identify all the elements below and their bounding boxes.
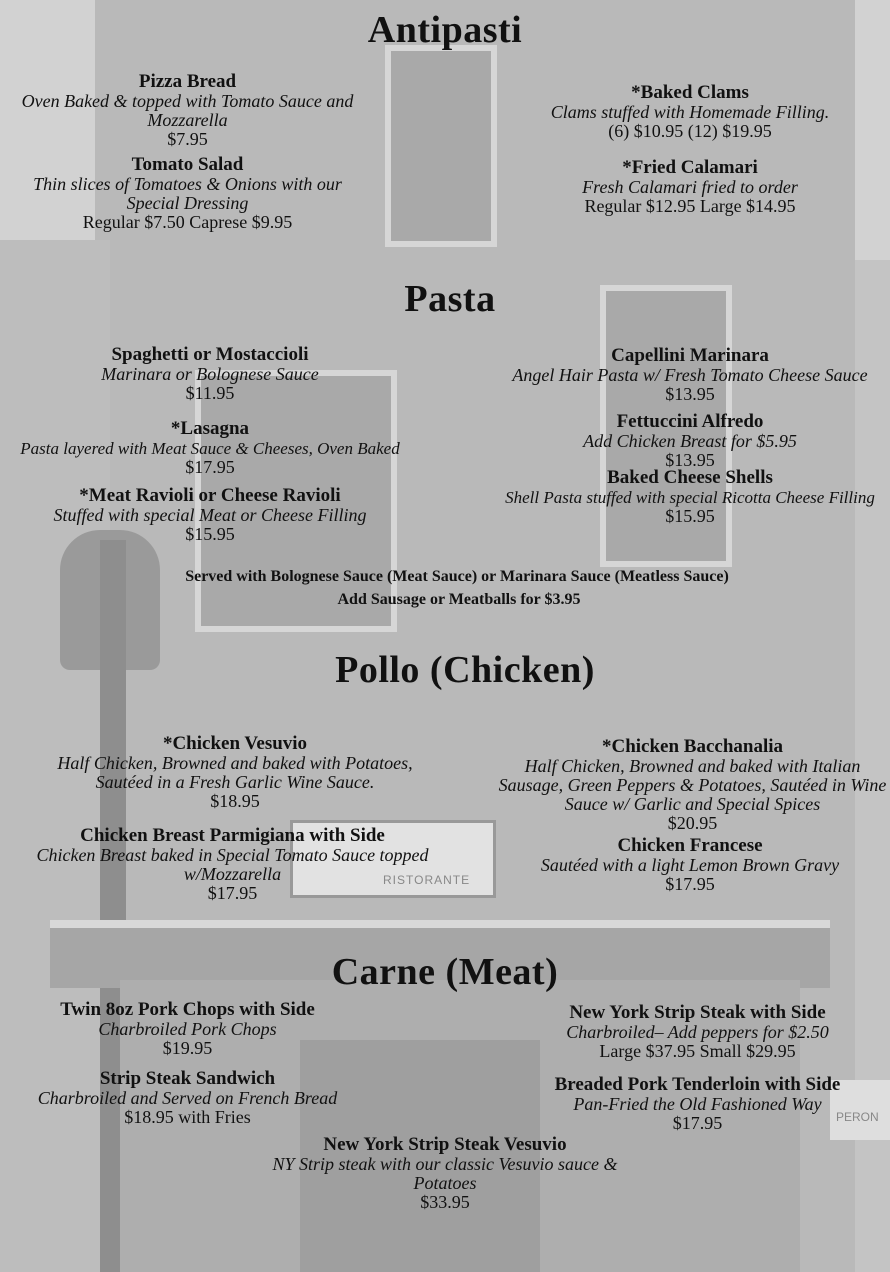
menu-item-fried-calamari: *Fried Calamari Fresh Calamari fried to order Regular $12.95 Large $14.95 [582, 157, 798, 216]
section-title-antipasti: Antipasti [367, 9, 523, 51]
section-title-pollo: Pollo (Chicken) [335, 649, 595, 691]
pasta-addon-note: Add Sausage or Meatballs for $3.95 [337, 591, 581, 608]
menu-item-chicken-francese: Chicken Francese Sautéed with a light Lemon Brown Gravy $17.95 [540, 835, 840, 894]
menu-item-fettuccini-alfredo: Fettuccini Alfredo Add Chicken Breast for $5.95 $13.95 [583, 411, 797, 470]
menu-item-baked-cheese-shells: Baked Cheese Shells Shell Pasta stuffed with special Ricotta Cheese Filling $15.95 [505, 467, 875, 526]
menu-item-spaghetti: Spaghetti or Mostaccioli Marinara or Bolognese Sauce $11.95 [101, 344, 319, 403]
section-title-pasta: Pasta [404, 278, 496, 320]
menu-item-capellini-marinara: Capellini Marinara Angel Hair Pasta w/ Fresh Tomato Cheese Sauce $13.95 [512, 345, 868, 404]
menu-item-ravioli: *Meat Ravioli or Cheese Ravioli Stuffed with special Meat or Cheese Filling $15.95 [53, 485, 367, 544]
menu-item-ny-strip-vesuvio: New York Strip Steak Vesuvio NY Strip steak with our classic Vesuvio sauce & Potatoes $33.95 [272, 1134, 618, 1212]
menu-item-chicken-parmigiana: Chicken Breast Parmigiana with Side Chicken Breast baked in Special Tomato Sauce topped w/Mozzarella $17.95 [36, 825, 429, 903]
menu-item-strip-steak-sandwich: Strip Steak Sandwich Charbroiled and Served on French Bread $18.95 with Fries [37, 1068, 338, 1127]
pasta-sauce-note: Served with Bolognese Sauce (Meat Sauce) or Marinara Sauce (Meatless Sauce) [185, 568, 729, 585]
storefront-sign: RISTORANTE [290, 820, 496, 898]
menu-item-pork-tenderloin: Breaded Pork Tenderloin with Side Pan-Fried the Old Fashioned Way $17.95 [554, 1074, 841, 1133]
menu-item-tomato-salad: Tomato Salad Thin slices of Tomatoes & Onions with our Special Dressing Regular $7.50 Caprese $9.95 [33, 154, 342, 232]
menu-item-lasagna: *Lasagna Pasta layered with Meat Sauce & Cheeses, Oven Baked $17.95 [20, 418, 400, 477]
menu-item-pizza-bread: Pizza Bread Oven Baked & topped with Tomato Sauce and Mozzarella $7.95 [21, 71, 354, 149]
storefront-sign-2: PERON [830, 1080, 890, 1140]
menu-item-ny-strip-steak: New York Strip Steak with Side Charbroiled– Add peppers for $2.50 Large $37.95 Small $29.95 [566, 1002, 829, 1061]
menu-item-chicken-bacchanalia: *Chicken Bacchanalia Half Chicken, Browned and baked with Italian Sausage, Green Peppers & Potatoes, Sautéed in Wine Sauce w/ Garlic and Special Spices $20.95 [498, 736, 887, 833]
menu-item-chicken-vesuvio: *Chicken Vesuvio Half Chicken, Browned and baked with Potatoes, Sautéed in a Fresh Garlic Wine Sauce. $18.95 [57, 733, 413, 811]
menu-item-pork-chops: Twin 8oz Pork Chops with Side Charbroiled Pork Chops $19.95 [60, 999, 315, 1058]
section-title-carne: Carne (Meat) [331, 951, 559, 993]
menu-item-baked-clams: *Baked Clams Clams stuffed with Homemade Filling. (6) $10.95 (12) $19.95 [550, 82, 830, 141]
